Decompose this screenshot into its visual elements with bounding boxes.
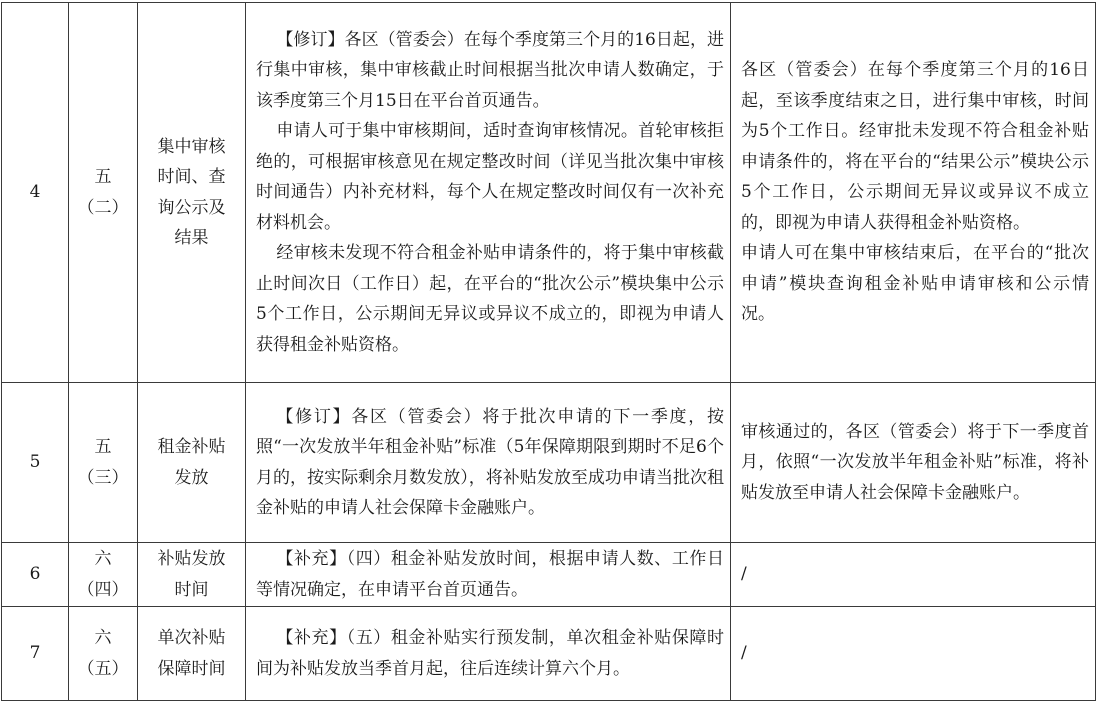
topic-line: 租金补贴: [157, 437, 226, 457]
section-item: （二）: [77, 197, 129, 218]
paragraph: 【补充】（五）租金补贴实行预发制，单次租金补贴保障时间为补贴发放当季首月起，往后连续计算六个月。: [256, 628, 724, 679]
row-number: 7: [2, 607, 69, 701]
original-content-cell: [731, 607, 1096, 701]
topic-line: 询公示及: [157, 197, 226, 218]
section-chapter: 五: [94, 437, 112, 457]
topic-cell: [138, 543, 246, 607]
paragraph: 经审核未发现不符合租金补贴申请条件的，将于集中审核截止时间次日（工作日）起，在平台的“批次公示”模块集中公示5个工作日，公示期间无异议或异议不成立的，即视为申请人获得租金补贴资格。: [256, 243, 724, 355]
row-number: 6: [2, 543, 69, 607]
section-ref: [69, 543, 138, 607]
topic-line: 时间: [174, 579, 209, 600]
paragraph: 【修订】各区（管委会）将于批次申请的下一季度，按照“一次发放半年租金补贴”标准（5年保障期限到期时不足6个月的，按实际剩余月数发放），将补贴发放至成功申请当批次租金补贴的申请人社会保障卡金融账户。: [256, 406, 724, 518]
paragraph: 各区（管委会）在每个季度第三个月的16日起，至该季度结束之日，进行集中审核，时间为5个工作日。经审批未发现不符合租金补贴申请条件的，将在平台的“结果公示”模块公示5个工作日，公示期间无异议或异议不成立的，即视为申请人获得租金补贴资格。: [741, 60, 1089, 233]
section-chapter: 六: [94, 628, 112, 648]
section-item: （三）: [77, 467, 129, 488]
empty-slash: /: [741, 564, 747, 585]
paragraph: 申请人可于集中审核期间，适时查询审核情况。首轮审核拒绝的，可根据审核意见在规定整改时间（详见当批次集中审核时间通告）内补充材料，每个人在规定整改时间仅有一次补充材料机会。: [256, 121, 724, 233]
section-ref: [69, 3, 138, 383]
section-ref: [69, 383, 138, 543]
topic-line: 补贴发放: [157, 549, 226, 569]
section-item: （四）: [77, 579, 129, 600]
empty-slash: /: [741, 643, 747, 664]
revised-content-cell: [246, 383, 731, 543]
revised-content-cell: [246, 543, 731, 607]
table-row: [2, 607, 1096, 701]
original-content-cell: [731, 3, 1096, 383]
topic-cell: [138, 607, 246, 701]
paragraph: 【补充】（四）租金补贴发放时间，根据申请人数、工作日等情况确定，在申请平台首页通告。: [256, 549, 724, 600]
original-content-cell: [731, 383, 1096, 543]
table-row: [2, 383, 1096, 543]
paragraph: 审核通过的，各区（管委会）将于下一季度首月，依照“一次发放半年租金补贴”标准，将补贴发放至申请人社会保障卡金融账户。: [741, 421, 1089, 503]
section-ref: [69, 607, 138, 701]
row-number: 5: [2, 383, 69, 543]
topic-line: 保障时间: [157, 658, 226, 679]
section-chapter: 六: [94, 549, 112, 569]
revised-content-cell: [246, 3, 731, 383]
topic-line: 集中审核: [157, 136, 226, 157]
paragraph: 【修订】各区（管委会）在每个季度第三个月的16日起，进行集中审核，集中审核截止时间根据当批次申请人数确定，于该季度第三个月15日在平台首页通告。: [256, 29, 724, 111]
topic-cell: [138, 383, 246, 543]
table-row: [2, 543, 1096, 607]
row-number: 4: [2, 3, 69, 383]
original-content-cell: [731, 543, 1096, 607]
topic-cell: [138, 3, 246, 383]
topic-line: 结果: [174, 228, 209, 248]
revised-content-cell: [246, 607, 731, 701]
paragraph: 申请人可在集中审核结束后，在平台的“批次申请”模块查询租金补贴申请审核和公示情况。: [741, 243, 1089, 325]
topic-line: 发放: [174, 467, 209, 488]
section-chapter: 五: [94, 167, 112, 187]
topic-line: 时间、查: [157, 167, 226, 187]
topic-line: 单次补贴: [157, 628, 226, 648]
policy-comparison-table: [1, 2, 1096, 701]
table-row: [2, 3, 1096, 383]
section-item: （五）: [77, 658, 129, 679]
